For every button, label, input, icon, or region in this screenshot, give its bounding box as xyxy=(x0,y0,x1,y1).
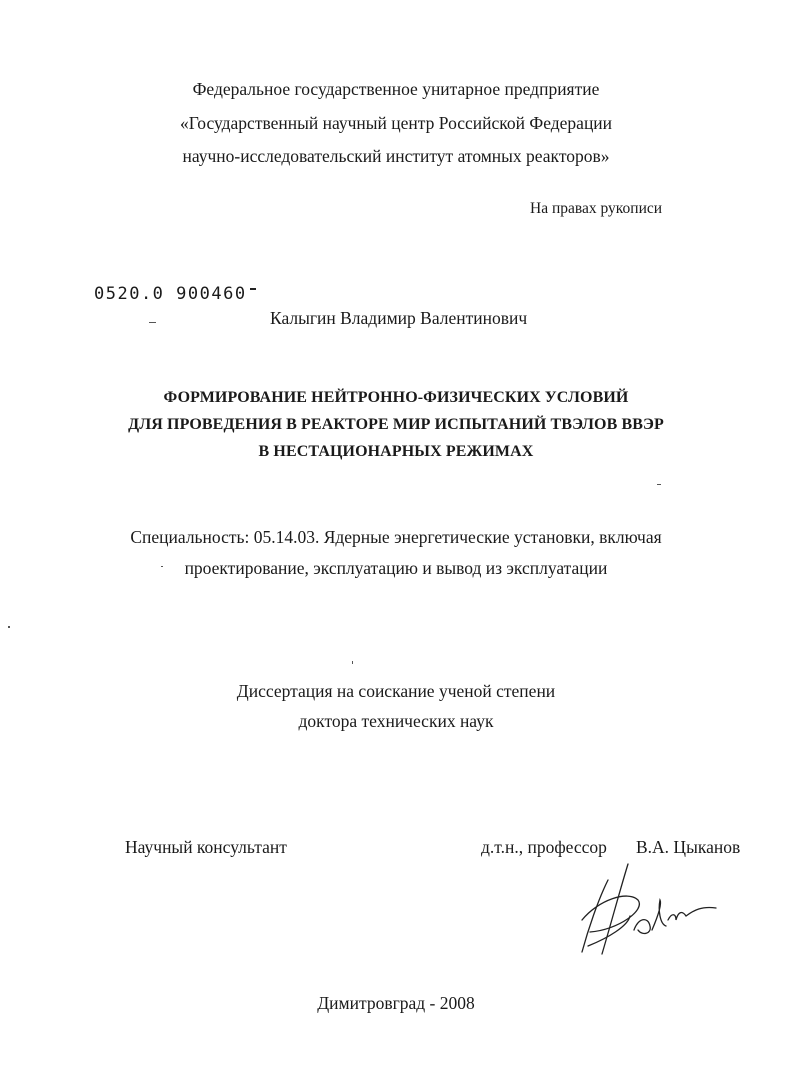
scan-speck xyxy=(352,661,353,664)
title-line-3: В НЕСТАЦИОНАРНЫХ РЕЖИМАХ xyxy=(258,443,534,460)
signature-image xyxy=(568,860,728,960)
registration-code-mark xyxy=(250,288,256,290)
institution-line-1: Федеральное государственное унитарное предприятие xyxy=(192,79,600,99)
registration-code xyxy=(94,284,256,304)
manuscript-rights: На правах рукописи xyxy=(530,200,663,217)
specialty-line-2: проектирование, эксплуатацию и вывод из эксплуатации xyxy=(184,558,608,578)
specialty-line-1: Специальность: 05.14.03. Ядерные энергетические установки, включая xyxy=(130,527,662,547)
scan-speck xyxy=(149,322,156,323)
consultant-degree: д.т.н., профессор xyxy=(481,837,607,857)
institution-line-2: «Государственный научный центр Российской Федерации xyxy=(179,113,613,133)
scan-speck xyxy=(657,484,661,485)
scan-speck xyxy=(161,566,163,567)
author-name: Калыгин Владимир Валентинович xyxy=(270,308,528,328)
dissertation-line-1: Диссертация на соискание ученой степени xyxy=(236,681,556,701)
title-line-1: ФОРМИРОВАНИЕ НЕЙТРОННО-ФИЗИЧЕСКИХ УСЛОВИЙ xyxy=(163,389,629,406)
scan-speck xyxy=(8,626,10,628)
registration-code-text: 0520.0 900460 xyxy=(94,284,247,304)
consultant-name: В.А. Цыканов xyxy=(636,837,741,857)
consultant-label: Научный консультант xyxy=(125,837,287,857)
place-year: Димитровград - 2008 xyxy=(317,993,475,1013)
title-line-2: ДЛЯ ПРОВЕДЕНИЯ В РЕАКТОРЕ МИР ИСПЫТАНИЙ ТВЭЛОВ ВВЭР xyxy=(128,416,664,433)
institution-line-3: научно-исследовательский институт атомных реакторов» xyxy=(182,146,610,166)
dissertation-line-2: доктора технических наук xyxy=(298,711,494,731)
